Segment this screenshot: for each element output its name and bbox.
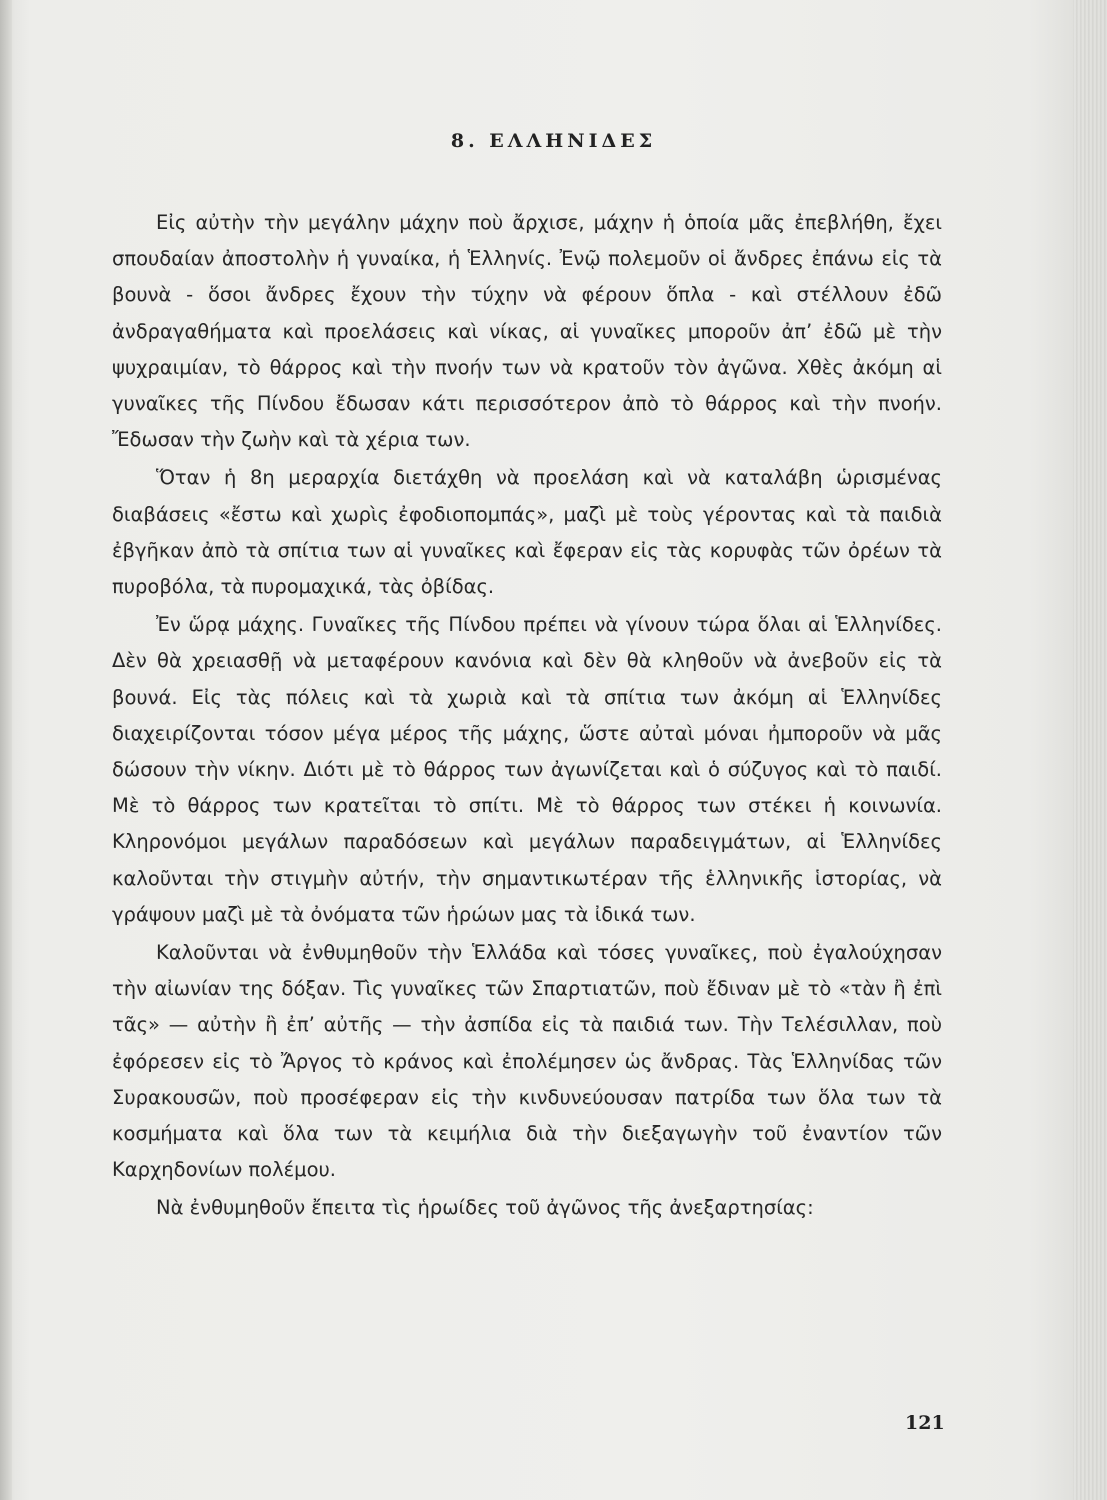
body-text	[112, 205, 942, 1227]
book-spine-shadow	[0, 0, 12, 1500]
paragraph-3: Ἐν ὥρᾳ μάχης. Γυναῖκες τῆς Πίνδου πρέπει νὰ γίνουν τώρα ὅλαι αἱ Ἑλληνίδες. Δὲν θὰ χρειασθῇ νὰ μεταφέρουν κανόνια καὶ δὲν θὰ κληθοῦν νὰ ἀνεβοῦν εἰς τὰ βουνά. Εἰς τὰς πόλεις καὶ τὰ χωριὰ καὶ τὰ σπίτια των ἀκόμη αἱ Ἑλληνίδες διαχειρίζονται τόσον μέγα μέρος τῆς μάχης, ὥστε αὐταὶ μόναι ἠμποροῦν νὰ μᾶς δώσουν τὴν νίκην. Διότι μὲ τὸ θάρρος των ἀγωνίζεται καὶ ὁ σύζυγος καὶ τὸ παιδί. Μὲ τὸ θάρρος των κρατεῖται τὸ σπίτι. Μὲ τὸ θάρρος των στέκει ἡ κοινωνία. Κληρονόμοι μεγάλων παραδόσεων καὶ μεγάλων παραδειγμάτων, αἱ Ἑλληνίδες καλοῦνται τὴν στιγμὴν αὐτήν, τὴν σημαντικωτέραν τῆς ἑλληνικῆς ἱστορίας, νὰ γράψουν μαζὶ μὲ τὰ ὀνόματα τῶν ἡρώων μας τὰ ἰδικά των.	[112, 613, 942, 926]
chapter-heading: 8. ΕΛΛΗΝΙΔΕΣ	[450, 130, 657, 152]
page-number: 121	[905, 1412, 945, 1434]
paragraph-2: Ὅταν ἡ 8η μεραρχία διετάχθη νὰ προελάση καὶ νὰ καταλάβη ὡρισμένας διαβάσεις «ἔστω καὶ χωρὶς ἐφοδιοπομπάς», μαζὶ μὲ τοὺς γέροντας καὶ τὰ παιδιὰ ἐβγῆκαν ἀπὸ τὰ σπίτια των αἱ γυναῖκες καὶ ἔφεραν εἰς τὰς κορυφὰς τῶν ὀρέων τὰ πυροβόλα, τὰ πυρομαχικά, τὰς ὀβίδας.	[112, 466, 942, 599]
paragraph-1: Εἰς αὐτὴν τὴν μεγάλην μάχην ποὺ ἄρχισε, μάχην ἡ ὁποία μᾶς ἐπεβλήθη, ἔχει σπουδαίαν ἀποστολὴν ἡ γυναίκα, ἡ Ἑλληνίς. Ἐνῷ πολεμοῦν οἱ ἄνδρες ἐπάνω εἰς τὰ βουνὰ - ὅσοι ἄνδρες ἔχουν τὴν τύχην νὰ φέρουν ὅπλα - καὶ στέλλουν ἐδῶ ἀνδραγαθήματα καὶ προελάσεις καὶ νίκας, αἱ γυναῖκες μποροῦν ἀπ’ ἐδῶ μὲ τὴν ψυχραιμίαν, τὸ θάρρος καὶ τὴν πνοήν των νὰ κρατοῦν τὸν ἀγῶνα. Χθὲς ἀκόμη αἱ γυναῖκες τῆς Πίνδου ἔδωσαν κάτι περισσότερον ἀπὸ τὸ θάρρος καὶ τὴν πνοήν. Ἔδωσαν τὴν ζωὴν καὶ τὰ χέρια των.	[112, 211, 942, 452]
page-edge-stack	[1073, 0, 1107, 1500]
paragraph-4: Καλοῦνται νὰ ἐνθυμηθοῦν τὴν Ἑλλάδα καὶ τόσες γυναῖκες, ποὺ ἐγαλούχησαν τὴν αἰωνίαν της δόξαν. Τὶς γυναῖκες τῶν Σπαρτιατῶν, ποὺ ἔδιναν μὲ τὸ «τὰν ἢ ἐπὶ τᾶς» — αὐτὴν ἢ ἐπ’ αὐτῆς — τὴν ἀσπίδα εἰς τὰ παιδιά των. Τὴν Τελέσιλλαν, ποὺ ἐφόρεσεν εἰς τὸ Ἄργος τὸ κράνος καὶ ἐπολέμησεν ὡς ἄνδρας. Τὰς Ἑλληνίδας τῶν Συρακουσῶν, ποὺ προσέφεραν εἰς τὴν κινδυνεύουσαν πατρίδα των ὅλα των τὰ κοσμήματα καὶ ὅλα των τὰ κειμήλια διὰ τὴν διεξαγωγὴν τοῦ ἐναντίον τῶν Καρχηδονίων πολέμου.	[112, 941, 942, 1182]
paragraph-5: Νὰ ἐνθυμηθοῦν ἔπειτα τὶς ἡρωίδες τοῦ ἀγῶνος τῆς ἀνεξαρτησίας:	[156, 1196, 814, 1220]
